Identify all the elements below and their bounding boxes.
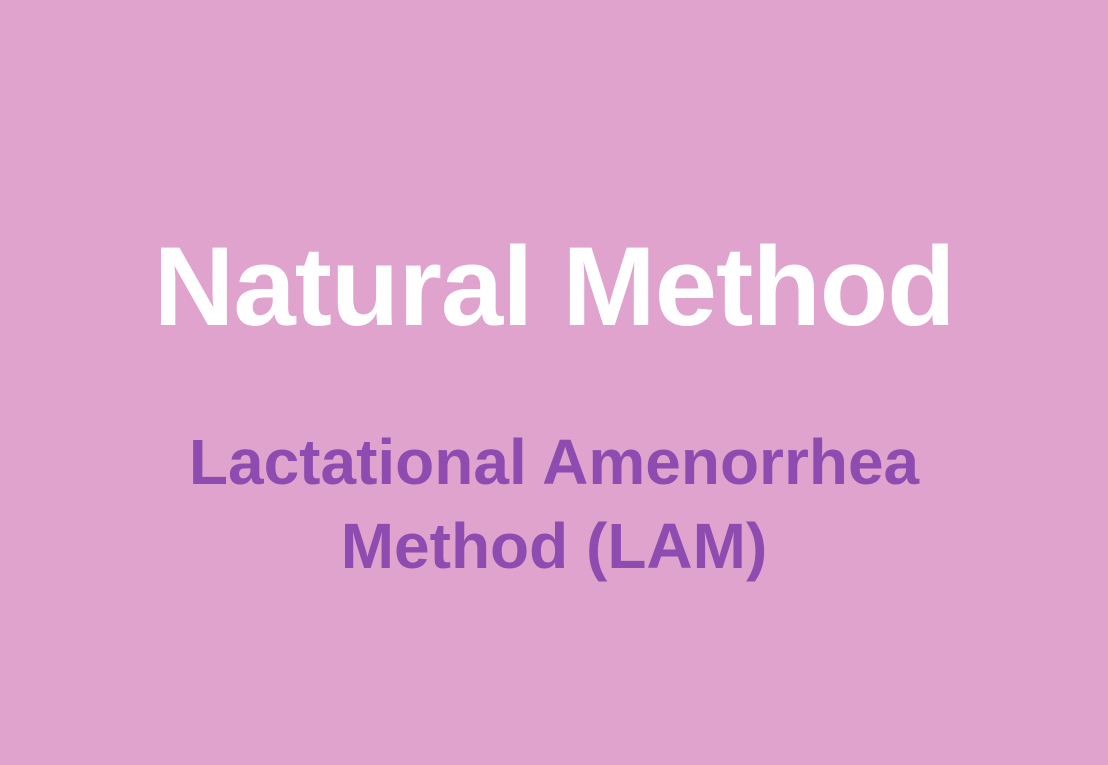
slide-title: Natural Method [153, 224, 955, 349]
subtitle-line-1: Lactational Amenorrhea [188, 426, 920, 498]
subtitle-line-2: Method (LAM) [340, 510, 768, 582]
slide-subtitle [0, 420, 1108, 588]
